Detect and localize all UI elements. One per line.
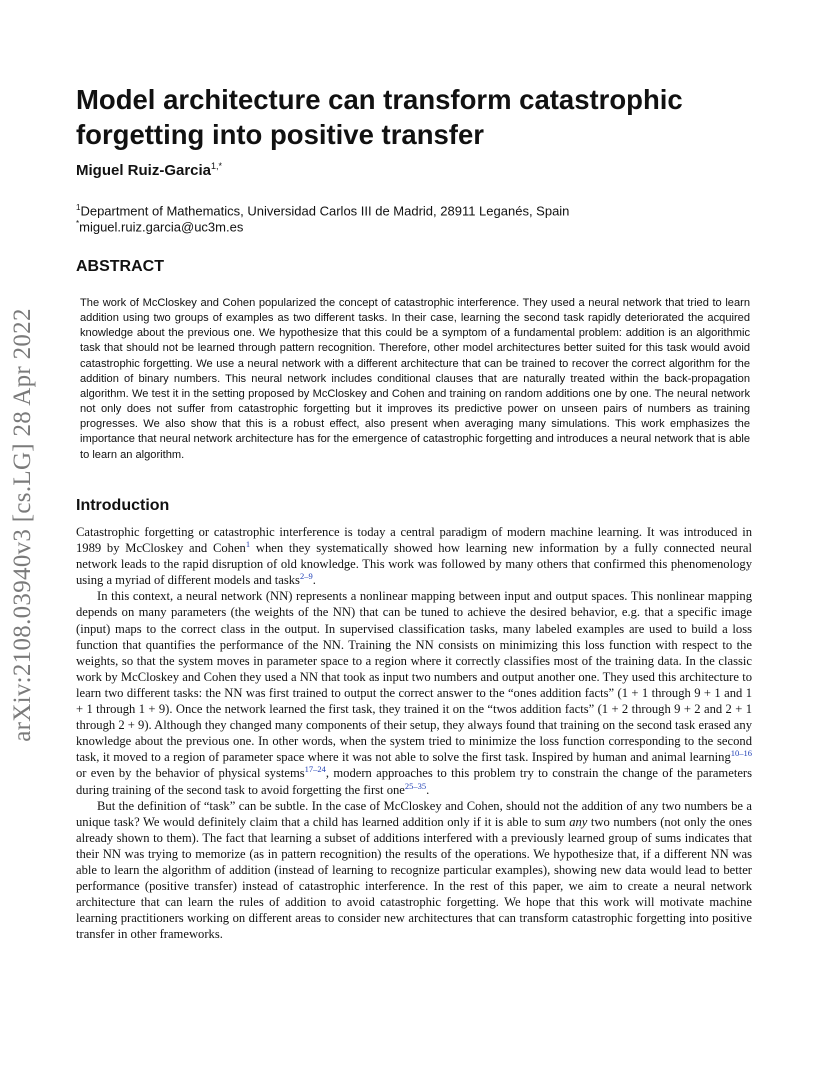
affiliation-text: Department of Mathematics, Universidad Carlos III de Madrid, 28911 Leganés, Spain [80, 203, 570, 219]
affiliation-mark: 1 [76, 203, 81, 212]
citation-ref[interactable]: 1 [245, 538, 251, 549]
text-run: In this context, a neural network (NN) represents a nonlinear mapping between input and output spaces. This nonlinear mapping depends on many parameters (the weights of the NN) that can be tuned to achieve the desired behavior, e.g. that a specific image (input) maps to the correct class in the output. In supervised classification tasks, many labeled examples are used to build a loss function that quantifies the performance of the NN. Training the NN consists on minimizing this loss function with respect to the weights, so that the system moves in parameter space to a region where it correctly classifies most of the training data. In the classic work by McCloskey and Cohen they used a NN that took as input two numbers and output another one. They used this architecture to learn two different tasks: the NN was first trained to output the correct answer to the “ones addition facts” (1 + 1 through 9 + 1 and 1 + 1 through 1 + 9). Once the network learned the first task, they trained it on the “twos addition facts” (1 + 2 through 9 + 2 and 2 + 1 through 2 + 9). Although they changed many components of their setup, they always found that training on the second task erased any knowledge about the previous one. In other words, when the system tried to minimize the loss function corresponding to the second task, it moved to a region of parameter space where it was not able to solve the first task. Inspired by human and animal learning [76, 589, 752, 765]
text-run: two numbers (not only the ones already shown to them). The fact that learning a subset of additions interfered with a previously learned group of sums indicates that their NN was trying to memorize (as in pattern recognition) the results of the operations. We hypothesize that, if a different NN was able to learn the algorithm of addition (instead of learning to recognize particular examples), showing new data would lead to better performance (positive transfer) instead of catastrophic interference. In the rest of this paper, we aim to create a neural network architecture that can learn the rules of addition to avoid catastrophic forgetting. We hope that this work will motivate machine learning practitioners working on different areas to consider new architectures that can transform catastrophic forgetting into positive transfer in other frameworks. [76, 814, 752, 942]
intro-paragraph-1 [76, 524, 752, 588]
introduction-body [76, 524, 752, 942]
author-line [76, 161, 222, 179]
intro-paragraph-3 [76, 798, 752, 943]
text-run: But the definition of “task” can be subtle. In the case of McCloskey and Cohen, should not the addition of any two numbers be a unique task? We would definitely claim that a child has learned addition only if it is able to sum [76, 798, 752, 829]
citation-ref[interactable]: 17–24 [304, 764, 326, 775]
emphasis: any [569, 814, 588, 829]
intro-paragraph-2 [76, 588, 752, 797]
abstract-heading: ABSTRACT [76, 258, 164, 275]
email-mark: * [76, 219, 80, 228]
text-run: , modern approaches to this problem try to constrain the change of the parameters during training of the second task to avoid forgetting the first one [76, 766, 752, 797]
email-line [76, 216, 776, 235]
abstract-text: The work of McCloskey and Cohen popularized the concept of catastrophic interference. They used a neural network that tried to learn addition using two groups of examples as two different tasks. In their case, learning the second task rapidly deteriorated the acquired knowledge about the previous one. We hypothesize that this could be a symptom of a fundamental problem: addition is an algorithmic task that should not be learned through pattern recognition. Therefore, other model architectures better suited for this task would avoid catastrophic forgetting. We use a neural network with a different architecture that can be trained to recover the correct algorithm for the addition of binary numbers. This neural network includes conditional clauses that are naturally treated within the back-propagation algorithm. We test it in the setting proposed by McCloskey and Cohen and training on random additions one by one. The neural network not only does not suffer from catastrophic forgetting but it improves its predictive power on unseen pairs of numbers as training progresses. We also show that this is a robust effect, also present when averaging many simulations. This work emphasizes the importance that neural network architecture has for the emergence of catastrophic forgetting and introduces a neural network that is able to learn an algorithm. [80, 297, 750, 461]
text-run: or even by the behavior of physical systems [76, 766, 305, 781]
citation-ref[interactable]: 25–35 [404, 780, 427, 791]
paper-title: Model architecture can transform catastrophic forgetting into positive transfer [76, 84, 683, 150]
author-email: miguel.ruiz.garcia@uc3m.es [79, 219, 244, 235]
introduction-heading: Introduction [76, 497, 170, 514]
author-name: Miguel Ruiz-Garcia [76, 162, 212, 179]
text-run: Catastrophic forgetting or catastrophic interference is today a central paradigm of modern machine learning. It was introduced in 1989 by McCloskey and Cohen [76, 525, 752, 556]
text-run: . [312, 573, 316, 588]
citation-ref[interactable]: 10–16 [730, 748, 752, 759]
text-run: . [426, 782, 430, 797]
author-marks: 1,* [211, 161, 223, 171]
arxiv-identifier: arXiv:2108.03940v3 [cs.LG] 28 Apr 2022 [9, 308, 36, 742]
text-run: when they systematically showed how learning new information by a fully connected neural network leads to the rapid disruption of old knowledge. This work was followed by many others that confirmed this phenomenology using a myriad of different models and tasks [76, 541, 753, 588]
citation-ref[interactable]: 2–9 [299, 571, 313, 582]
